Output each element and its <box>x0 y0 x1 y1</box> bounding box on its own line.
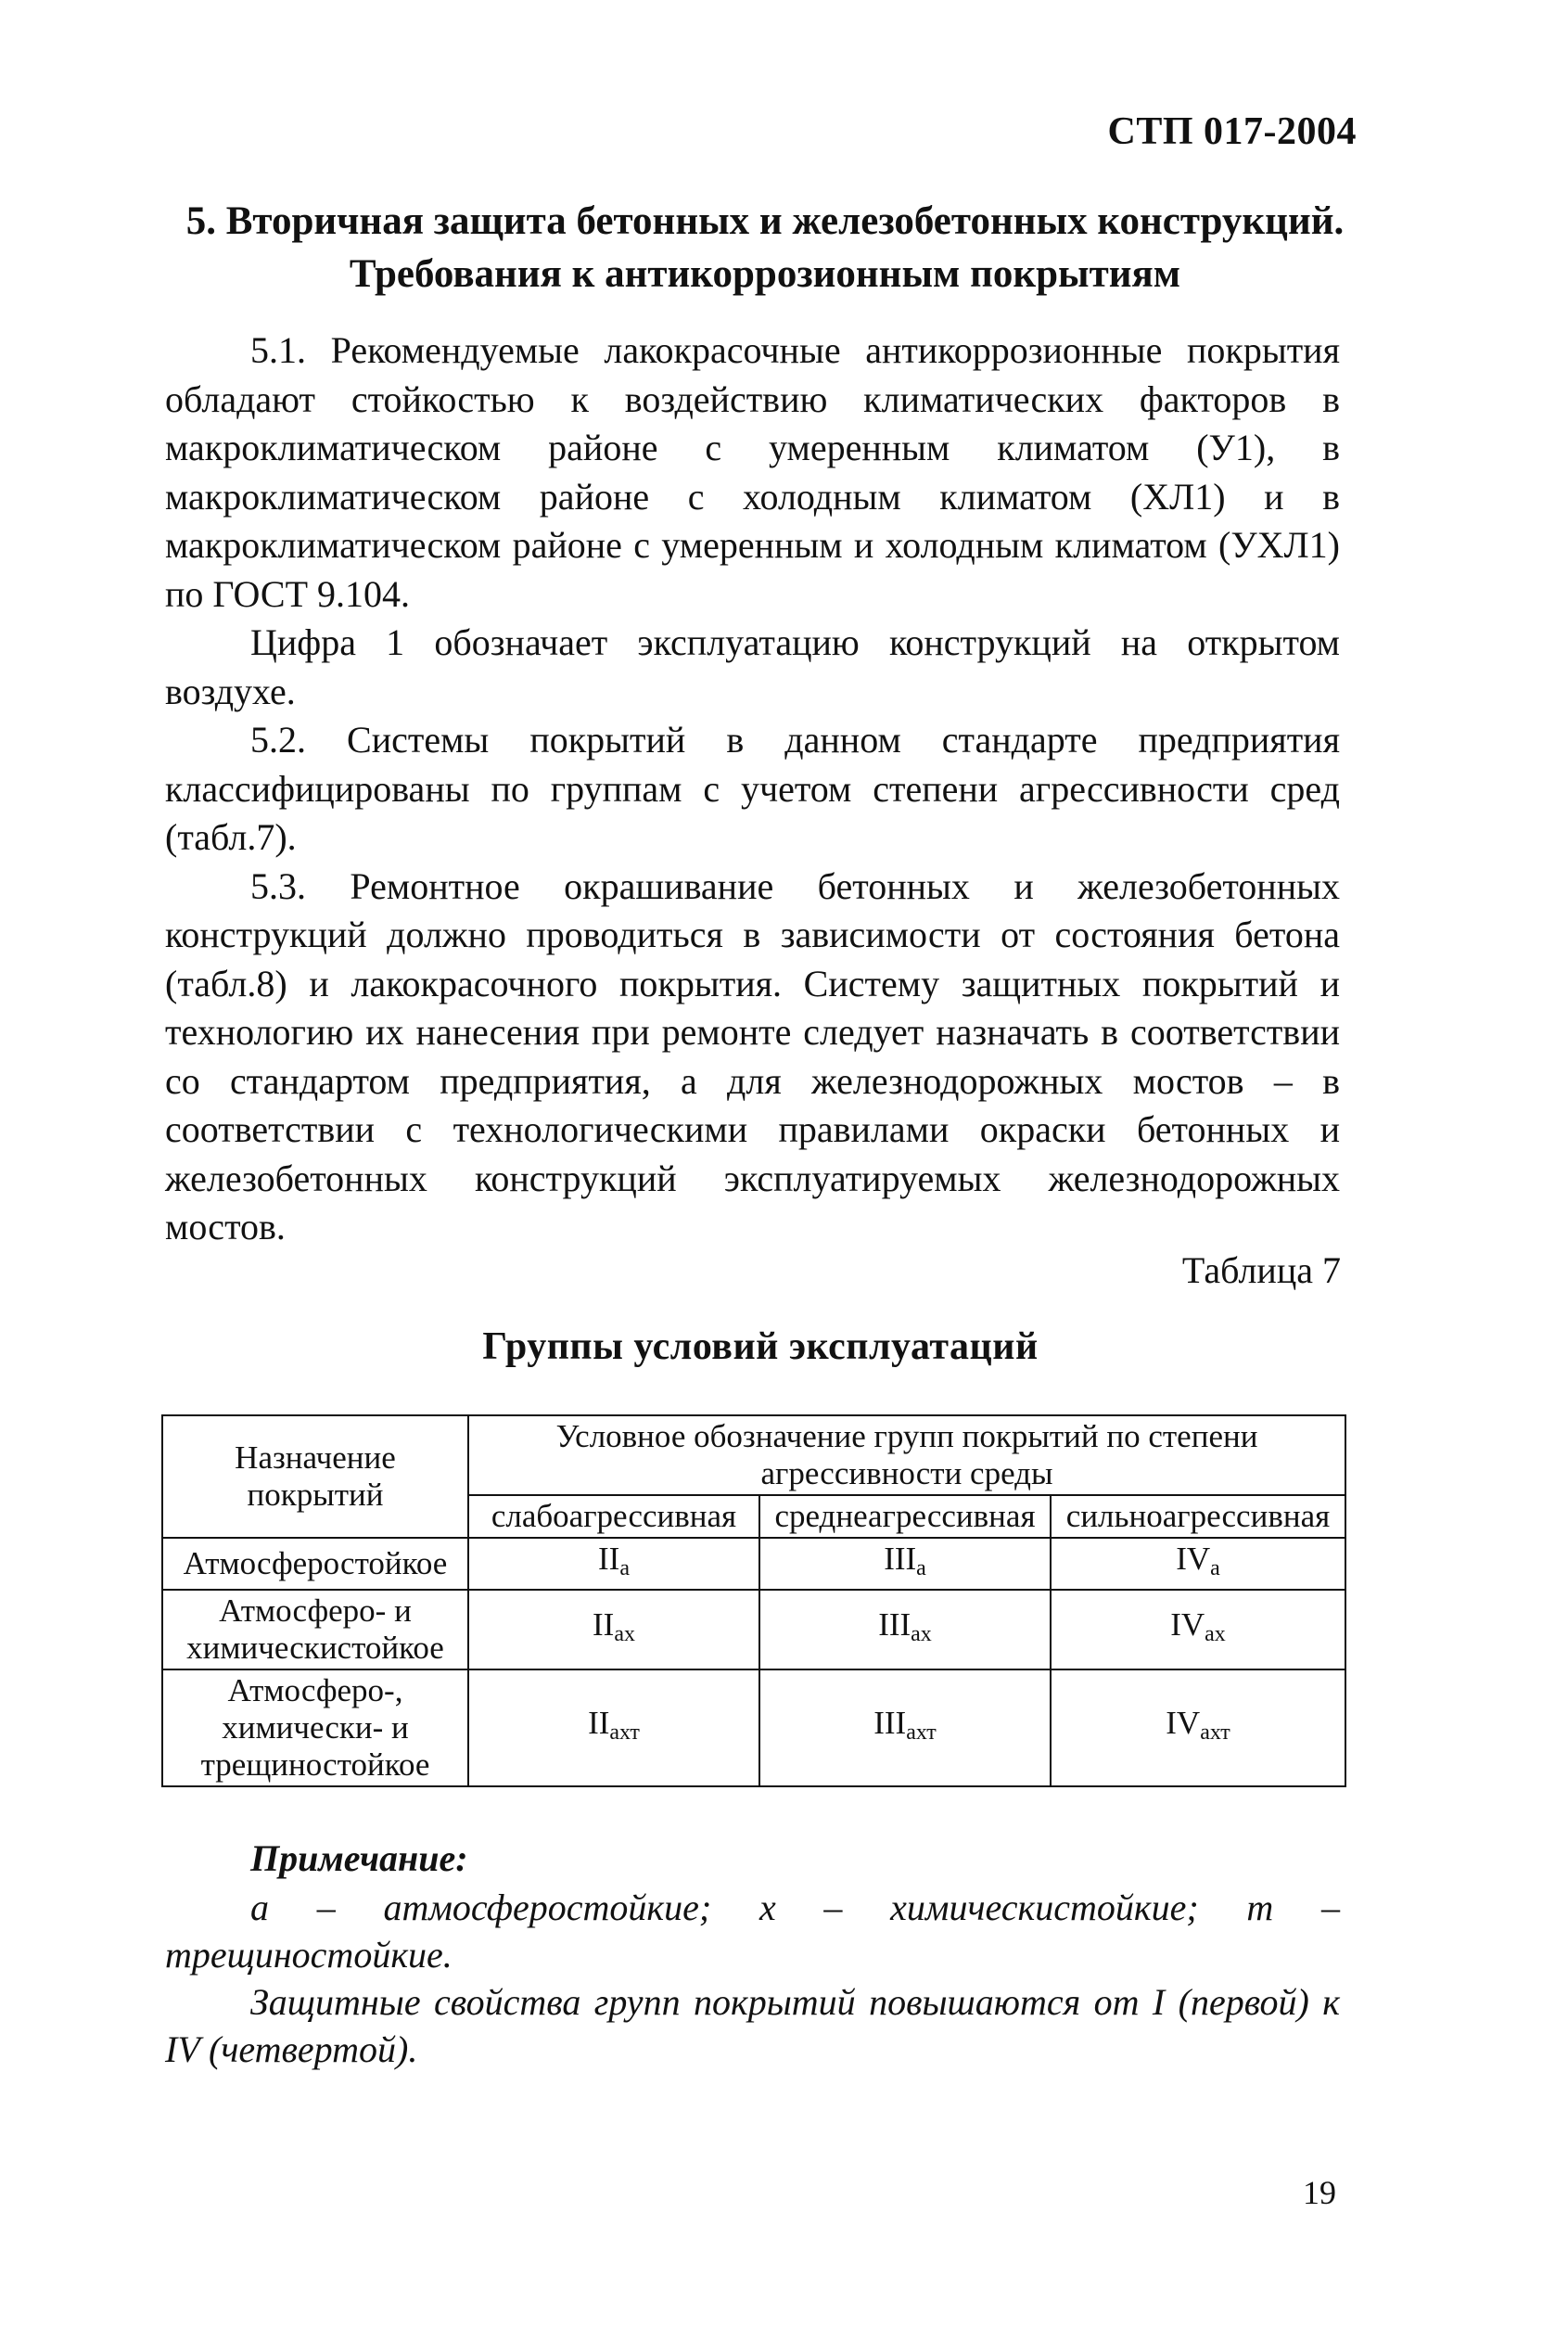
table-title: Группы условий эксплуатаций <box>482 1325 1039 1368</box>
standard-code: СТП 017-2004 <box>1107 110 1357 153</box>
table-row <box>162 1590 1345 1669</box>
group-cell: $IV_{ахт}$ <box>1051 1669 1345 1786</box>
body-text <box>165 326 1340 1252</box>
paragraph-digit-note: Цифра 1 обозначает эксплуатацию конструкций на открытом воздухе. <box>165 621 1340 712</box>
group-cell: $II_{ахт}$ <box>468 1669 759 1786</box>
group-cell: $IV_{ах}$ <box>1051 1590 1345 1669</box>
row-purpose: Атмосферо-, химически- и трещиностойкое <box>162 1669 468 1786</box>
note <box>165 1835 1340 2073</box>
note-legend: а – атмосферостойкие; х – химическистойкие; т – трещиностойкие. <box>165 1887 1340 1976</box>
paragraph-5-2: 5.2. Системы покрытий в данном стандарте предприятия классифицированы по группам с учетом степени агрессивности сред (табл.7). <box>165 719 1340 858</box>
paragraph-5-3: 5.3. Ремонтное окрашивание бетонных и железобетонных конструкций должно проводиться в зависимости от состояния бетона (табл.8) и лакокрасочного покрытия. Систему защитных покрытий и технологию их нанесения при ремонте следует назначать в соответствии со стандартом предприятия, а для железнодорожных мостов – в соответствии с технологическими правилами окраски бетонных и железобетонных конструкций эксплуатируемых железнодорожных мостов. <box>165 864 1340 1247</box>
column-header-weak: слабоагрессивная <box>468 1495 759 1538</box>
group-cell: $III_{ахт}$ <box>759 1669 1051 1786</box>
row-purpose: Атмосферостойкое <box>162 1538 468 1590</box>
group-cell: $III_{ах}$ <box>759 1590 1051 1669</box>
table-header-row <box>162 1415 1345 1495</box>
table-row <box>162 1669 1345 1786</box>
column-header-strong: сильноагрессивная <box>1051 1495 1345 1538</box>
header-purpose: Назначение покрытий <box>162 1415 468 1538</box>
group-cell: $II_а$ <box>468 1538 759 1590</box>
table-caption: Таблица 7 <box>1181 1249 1341 1291</box>
section-title-line-2: Требования к антикоррозионным покрытиям <box>349 252 1181 296</box>
group-cell: $III_а$ <box>759 1538 1051 1590</box>
table-row <box>162 1538 1345 1590</box>
group-cell: $IV_а$ <box>1051 1538 1345 1590</box>
paragraph-5-1: 5.1. Рекомендуемые лакокрасочные антикоррозионные покрытия обладают стойкостью к воздействию климатических факторов в макроклиматическом районе с умеренным климатом (У1), в макроклиматическом районе с холодным климатом (ХЛ1) и в макроклиматическом районе с умеренным и холодным климатом (УХЛ1) по ГОСТ 9.104. <box>165 329 1340 615</box>
note-title: Примечание: <box>250 1837 468 1879</box>
section-title <box>167 195 1363 301</box>
row-purpose: Атмосферо- и химическистойкое <box>162 1590 468 1669</box>
coating-groups-table <box>161 1414 1346 1787</box>
note-properties: Защитные свойства групп покрытий повышаются от I (первой) к IV (четвертой). <box>165 1981 1340 2070</box>
section-title-line-1: 5. Вторичная защита бетонных и железобетонных конструкций. <box>185 199 1345 243</box>
column-header-medium: среднеагрессивная <box>759 1495 1051 1538</box>
group-cell: $II_{ах}$ <box>468 1590 759 1669</box>
header-groups: Условное обозначение групп покрытий по степени агрессивности среды <box>468 1415 1345 1495</box>
page-number: 19 <box>1303 2174 1336 2211</box>
